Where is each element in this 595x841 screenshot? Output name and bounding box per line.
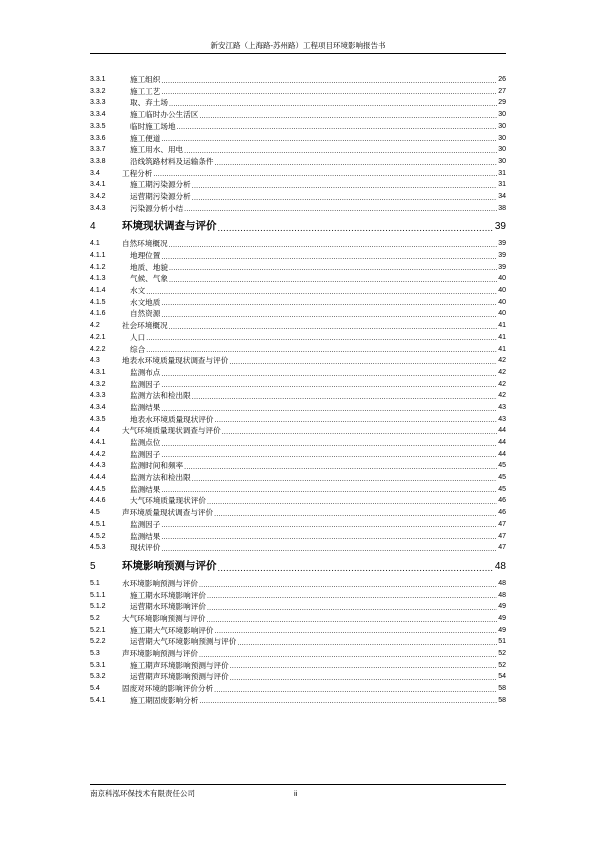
toc-entry-page: 49 <box>498 614 506 622</box>
toc-entry[interactable] <box>90 354 506 366</box>
toc-entry[interactable] <box>90 73 506 85</box>
toc-entry-page: 42 <box>498 380 506 388</box>
toc-entry-title: 环境影响预测与评价 <box>122 559 217 572</box>
toc-entry[interactable] <box>90 635 506 647</box>
toc-entry-number: 4.3.4 <box>90 403 106 411</box>
toc-entry-page: 48 <box>498 579 506 587</box>
toc-entry-title: 施工期固废影响分析 <box>130 695 199 705</box>
toc-entry-title: 监测因子 <box>130 379 161 389</box>
toc-dot-leader <box>184 204 497 214</box>
toc-entry-number: 3.3.4 <box>90 111 106 119</box>
toc-entry-number: 4.1.3 <box>90 275 106 283</box>
toc-entry-title: 监测因子 <box>130 519 161 529</box>
toc-entry-title: 施工期大气环境影响评价 <box>130 625 214 635</box>
toc-dot-leader <box>214 508 497 518</box>
toc-dot-leader <box>184 145 497 155</box>
toc-entry[interactable] <box>90 600 506 612</box>
toc-entry[interactable] <box>90 483 506 495</box>
toc-dot-leader <box>169 239 498 249</box>
toc-entry-number: 4.5.1 <box>90 520 106 528</box>
toc-entry-number: 4.3.3 <box>90 392 106 400</box>
toc-entry-title: 运营期声环境影响预测与评价 <box>130 672 229 682</box>
toc-dot-leader <box>218 563 494 573</box>
toc-entry-title: 自然资源 <box>130 309 161 319</box>
toc-entry[interactable] <box>90 108 506 120</box>
toc-entry-number: 3.4.3 <box>90 204 106 212</box>
toc-entry-page: 42 <box>498 368 506 376</box>
toc-entry[interactable] <box>90 554 506 573</box>
toc-entry-number: 3.3.3 <box>90 99 106 107</box>
toc-entry[interactable] <box>90 85 506 97</box>
toc-entry-number: 5.3.1 <box>90 661 106 669</box>
toc-entry-page: 47 <box>498 520 506 528</box>
toc-entry-page: 31 <box>498 181 506 189</box>
toc-dot-leader <box>161 532 497 542</box>
footer-page-number: ii <box>294 789 298 798</box>
toc-entry-title: 监测结果 <box>130 484 161 494</box>
toc-entry-number: 3.4 <box>90 169 100 177</box>
toc-dot-leader <box>161 298 497 308</box>
toc-entry-title: 监测时间和频率 <box>130 461 184 471</box>
toc-dot-leader <box>146 345 497 355</box>
toc-entry-page: 29 <box>498 99 506 107</box>
toc-entry[interactable] <box>90 506 506 518</box>
toc-entry-number: 4.1.5 <box>90 298 106 306</box>
toc-entry[interactable] <box>90 529 506 541</box>
toc-entry-page: 47 <box>498 544 506 552</box>
toc-entry[interactable] <box>90 167 506 179</box>
toc-dot-leader <box>199 579 497 589</box>
toc-dot-leader <box>192 473 497 483</box>
toc-entry[interactable] <box>90 331 506 343</box>
toc-entry-number: 5.3.2 <box>90 673 106 681</box>
toc-dot-leader <box>199 696 497 706</box>
toc-entry[interactable] <box>90 659 506 671</box>
toc-entry-page: 31 <box>498 169 506 177</box>
toc-entry[interactable] <box>90 389 506 401</box>
toc-dot-leader <box>161 438 497 448</box>
toc-entry[interactable] <box>90 96 506 108</box>
toc-entry-title: 社会环境概况 <box>122 321 168 331</box>
toc-dot-leader <box>161 380 497 390</box>
toc-dot-leader <box>218 224 494 234</box>
toc-entry-title: 地表水环境质量现状调查与评价 <box>122 356 229 366</box>
toc-entry-number: 3.3.8 <box>90 157 106 165</box>
toc-entry-page: 44 <box>498 427 506 435</box>
toc-entry[interactable] <box>90 541 506 553</box>
toc-entry[interactable] <box>90 589 506 601</box>
toc-entry-number: 5 <box>90 560 96 572</box>
toc-entry[interactable] <box>90 518 506 530</box>
footer-company: 南京科泓环保技术有限责任公司 <box>90 789 195 798</box>
toc-entry-page: 45 <box>498 474 506 482</box>
toc-entry-title: 大气环境影响预测与评价 <box>122 613 206 623</box>
toc-entry-number: 3.3.1 <box>90 76 106 84</box>
toc-entry-title: 运营期大气环境影响预测与评价 <box>130 637 237 647</box>
toc-dot-leader <box>222 426 497 436</box>
toc-entry-title: 运营期污染源分析 <box>130 191 191 201</box>
toc-entry[interactable] <box>90 694 506 706</box>
toc-entry-title: 运营期水环境影响评价 <box>130 602 206 612</box>
toc-dot-leader <box>214 684 497 694</box>
toc-entry-page: 48 <box>498 591 506 599</box>
toc-entry-number: 3.4.1 <box>90 181 106 189</box>
toc-entry[interactable] <box>90 155 506 167</box>
toc-entry-title: 施工临时办公生活区 <box>130 110 199 120</box>
toc-entry[interactable] <box>90 178 506 190</box>
toc-entry-page: 39 <box>498 263 506 271</box>
toc-entry[interactable] <box>90 436 506 448</box>
toc-dot-leader <box>161 134 497 144</box>
toc-entry[interactable] <box>90 647 506 659</box>
toc-entry-title: 地表水环境质量现状评价 <box>130 414 214 424</box>
toc-dot-leader <box>192 391 497 401</box>
toc-entry-page: 44 <box>498 450 506 458</box>
toc-entry-number: 5.2.2 <box>90 638 106 646</box>
toc-entry-page: 39 <box>498 240 506 248</box>
toc-entry-number: 5.2.1 <box>90 626 106 634</box>
toc-entry-title: 现状评价 <box>130 543 161 553</box>
toc-dot-leader <box>207 496 497 506</box>
toc-entry-number: 4.1.2 <box>90 263 106 271</box>
toc-entry-page: 42 <box>498 357 506 365</box>
toc-entry-title: 水文地质 <box>130 297 161 307</box>
toc-entry[interactable] <box>90 131 506 143</box>
toc-entry-number: 4.1.1 <box>90 252 106 260</box>
toc-entry-number: 4.5 <box>90 509 100 517</box>
toc-entry-page: 30 <box>498 134 506 142</box>
toc-entry[interactable] <box>90 296 506 308</box>
toc-dot-leader <box>192 180 497 190</box>
toc-entry-page: 49 <box>498 626 506 634</box>
toc-entry-title: 气候、气象 <box>130 274 168 284</box>
toc-entry-number: 4.1.6 <box>90 310 106 318</box>
toc-entry-number: 4.4.4 <box>90 474 106 482</box>
toc-entry-title: 大气环境质量现状调查与评价 <box>122 426 221 436</box>
toc-entry-number: 5.1.1 <box>90 591 106 599</box>
toc-entry[interactable] <box>90 120 506 132</box>
toc-entry[interactable] <box>90 284 506 296</box>
toc-entry-page: 30 <box>498 122 506 130</box>
toc-entry-page: 40 <box>498 310 506 318</box>
toc-entry-page: 43 <box>498 415 506 423</box>
toc-entry-page: 40 <box>498 298 506 306</box>
toc-entry-title: 施工用水、用电 <box>130 145 184 155</box>
toc-dot-leader <box>146 286 497 296</box>
toc-entry-page: 54 <box>498 673 506 681</box>
toc-entry-number: 4.1 <box>90 240 100 248</box>
toc-entry[interactable] <box>90 272 506 284</box>
toc-entry-number: 5.2 <box>90 614 100 622</box>
toc-entry-page: 40 <box>498 287 506 295</box>
toc-entry-title: 声环境质量现状调查与评价 <box>122 508 214 518</box>
toc-entry-page: 38 <box>498 204 506 212</box>
toc-entry-title: 施工工艺 <box>130 86 161 96</box>
toc-entry-title: 施工组织 <box>130 75 161 85</box>
toc-entry-title: 自然环境概况 <box>122 239 168 249</box>
toc-dot-leader <box>230 672 497 682</box>
toc-entry-number: 4.1.4 <box>90 287 106 295</box>
toc-entry-title: 污染源分析小结 <box>130 203 184 213</box>
toc-entry-page: 30 <box>498 146 506 154</box>
toc-entry-title: 监测方法和检出限 <box>130 473 191 483</box>
toc-dot-leader <box>161 251 497 261</box>
toc-dot-leader <box>237 637 497 647</box>
toc-entry[interactable] <box>90 624 506 636</box>
toc-entry-number: 4.3 <box>90 357 100 365</box>
toc-entry-page: 48 <box>494 560 506 572</box>
toc-dot-leader <box>199 649 497 659</box>
toc-entry[interactable] <box>90 401 506 413</box>
toc-entry-title: 监测布点 <box>130 367 161 377</box>
toc-entry-title: 综合 <box>130 344 146 354</box>
table-of-contents <box>90 73 506 705</box>
toc-entry-number: 4.3.2 <box>90 380 106 388</box>
toc-entry-page: 42 <box>498 392 506 400</box>
toc-entry-number: 5.4.1 <box>90 696 106 704</box>
toc-entry-page: 40 <box>498 275 506 283</box>
toc-entry-title: 沿线筑路材料及运输条件 <box>130 156 214 166</box>
toc-entry-number: 4.5.3 <box>90 544 106 552</box>
toc-entry-number: 4.4.1 <box>90 439 106 447</box>
toc-entry-title: 水文 <box>130 286 146 296</box>
toc-entry-page: 34 <box>498 192 506 200</box>
toc-dot-leader <box>161 309 497 319</box>
toc-dot-leader <box>153 169 497 179</box>
toc-dot-leader <box>230 661 497 671</box>
toc-dot-leader <box>215 626 498 636</box>
running-header: 新安江路（上海路-苏州路）工程项目环境影响报告书 <box>210 41 386 50</box>
toc-entry-page: 41 <box>498 322 506 330</box>
toc-entry-number: 3.3.2 <box>90 87 106 95</box>
toc-dot-leader <box>169 274 497 284</box>
toc-entry[interactable] <box>90 342 506 354</box>
toc-entry-page: 43 <box>498 403 506 411</box>
toc-dot-leader <box>161 520 497 530</box>
toc-entry[interactable] <box>90 494 506 506</box>
toc-entry[interactable] <box>90 261 506 273</box>
toc-entry-title: 临时施工场地 <box>130 121 176 131</box>
toc-entry-number: 4.5.2 <box>90 532 106 540</box>
toc-dot-leader <box>161 75 497 85</box>
toc-entry-number: 5.1.2 <box>90 603 106 611</box>
toc-entry-title: 施工期声环境影响预测与评价 <box>130 660 229 670</box>
toc-entry-page: 39 <box>498 252 506 260</box>
toc-entry-title: 地理位置 <box>130 251 161 261</box>
toc-entry[interactable] <box>90 424 506 436</box>
toc-entry-number: 4.4.3 <box>90 462 106 470</box>
toc-dot-leader <box>207 591 497 601</box>
toc-entry[interactable] <box>90 307 506 319</box>
toc-entry-number: 4.4.5 <box>90 485 106 493</box>
toc-entry-number: 4.2.2 <box>90 345 106 353</box>
toc-entry-number: 4.2.1 <box>90 333 106 341</box>
toc-entry[interactable] <box>90 670 506 682</box>
toc-entry-number: 4.4 <box>90 427 100 435</box>
toc-dot-leader <box>161 543 497 553</box>
toc-entry-title: 工程分析 <box>122 168 153 178</box>
toc-entry-page: 44 <box>498 439 506 447</box>
toc-entry-title: 地质、地貌 <box>130 262 168 272</box>
toc-entry-title: 监测结果 <box>130 531 161 541</box>
toc-entry-page: 58 <box>498 696 506 704</box>
toc-entry-page: 46 <box>498 497 506 505</box>
toc-entry-page: 49 <box>498 603 506 611</box>
toc-entry-page: 41 <box>498 333 506 341</box>
toc-entry-number: 3.4.2 <box>90 192 106 200</box>
toc-entry[interactable] <box>90 682 506 694</box>
toc-entry[interactable] <box>90 237 506 249</box>
toc-entry-title: 监测结果 <box>130 402 161 412</box>
toc-dot-leader <box>161 450 497 460</box>
toc-dot-leader <box>192 192 497 202</box>
toc-dot-leader <box>184 461 497 471</box>
toc-dot-leader <box>199 110 497 120</box>
toc-dot-leader <box>215 157 498 167</box>
toc-dot-leader <box>146 333 497 343</box>
toc-dot-leader <box>169 321 498 331</box>
toc-dot-leader <box>215 415 498 425</box>
toc-entry-title: 施工期污染源分析 <box>130 180 191 190</box>
toc-entry-title: 人口 <box>130 332 146 342</box>
toc-entry-title: 水环境影响预测与评价 <box>122 578 198 588</box>
toc-entry-title: 环境现状调查与评价 <box>122 220 217 233</box>
toc-entry[interactable] <box>90 378 506 390</box>
toc-entry[interactable] <box>90 612 506 624</box>
toc-entry[interactable] <box>90 577 506 589</box>
toc-entry[interactable] <box>90 448 506 460</box>
toc-dot-leader <box>161 87 497 97</box>
toc-entry-page: 58 <box>498 685 506 693</box>
toc-entry-title: 施工便道 <box>130 133 161 143</box>
toc-entry-page: 51 <box>498 638 506 646</box>
toc-dot-leader <box>161 485 497 495</box>
toc-dot-leader <box>169 263 497 273</box>
toc-entry[interactable] <box>90 214 506 233</box>
toc-entry-title: 监测因子 <box>130 449 161 459</box>
toc-entry-title: 施工期水环境影响评价 <box>130 590 206 600</box>
toc-entry[interactable] <box>90 366 506 378</box>
toc-entry-number: 5.3 <box>90 650 100 658</box>
toc-entry-page: 52 <box>498 650 506 658</box>
toc-entry-number: 5.1 <box>90 579 100 587</box>
toc-entry-number: 3.3.5 <box>90 122 106 130</box>
toc-entry-page: 45 <box>498 485 506 493</box>
footer-divider <box>90 784 506 785</box>
toc-entry-title: 取、弃土场 <box>130 98 168 108</box>
toc-entry-number: 3.3.6 <box>90 134 106 142</box>
toc-dot-leader <box>207 602 497 612</box>
toc-entry-page: 39 <box>494 221 506 233</box>
toc-entry-number: 4.4.6 <box>90 497 106 505</box>
toc-entry-number: 4 <box>90 221 96 233</box>
toc-dot-leader <box>161 403 497 413</box>
toc-entry[interactable] <box>90 319 506 331</box>
toc-entry-title: 声环境影响预测与评价 <box>122 649 198 659</box>
toc-entry-number: 4.3.5 <box>90 415 106 423</box>
toc-dot-leader <box>169 98 497 108</box>
toc-dot-leader <box>177 122 498 132</box>
toc-entry-page: 27 <box>498 87 506 95</box>
toc-entry-page: 30 <box>498 157 506 165</box>
toc-entry-number: 4.3.1 <box>90 368 106 376</box>
toc-entry-number: 4.2 <box>90 322 100 330</box>
toc-entry-page: 30 <box>498 111 506 119</box>
toc-dot-leader <box>229 356 497 366</box>
toc-entry-number: 5.4 <box>90 685 100 693</box>
toc-entry-page: 47 <box>498 532 506 540</box>
toc-entry[interactable] <box>90 202 506 214</box>
toc-entry[interactable] <box>90 143 506 155</box>
toc-entry[interactable] <box>90 459 506 471</box>
toc-entry-page: 41 <box>498 345 506 353</box>
toc-entry-title: 监测点位 <box>130 438 161 448</box>
toc-entry[interactable] <box>90 413 506 425</box>
toc-entry-page: 26 <box>498 76 506 84</box>
toc-entry-page: 52 <box>498 661 506 669</box>
toc-entry-page: 46 <box>498 509 506 517</box>
toc-entry-title: 大气环境质量现状评价 <box>130 496 206 506</box>
toc-entry-number: 3.3.7 <box>90 146 106 154</box>
toc-entry-title: 监测方法和检出限 <box>130 391 191 401</box>
toc-entry[interactable] <box>90 190 506 202</box>
toc-entry-page: 45 <box>498 462 506 470</box>
toc-dot-leader <box>161 368 497 378</box>
toc-entry[interactable] <box>90 249 506 261</box>
toc-dot-leader <box>207 614 498 624</box>
toc-entry-title: 固废对环境的影响评价分析 <box>122 684 214 694</box>
header-divider <box>90 53 506 54</box>
toc-entry[interactable] <box>90 471 506 483</box>
toc-entry-number: 4.4.2 <box>90 450 106 458</box>
